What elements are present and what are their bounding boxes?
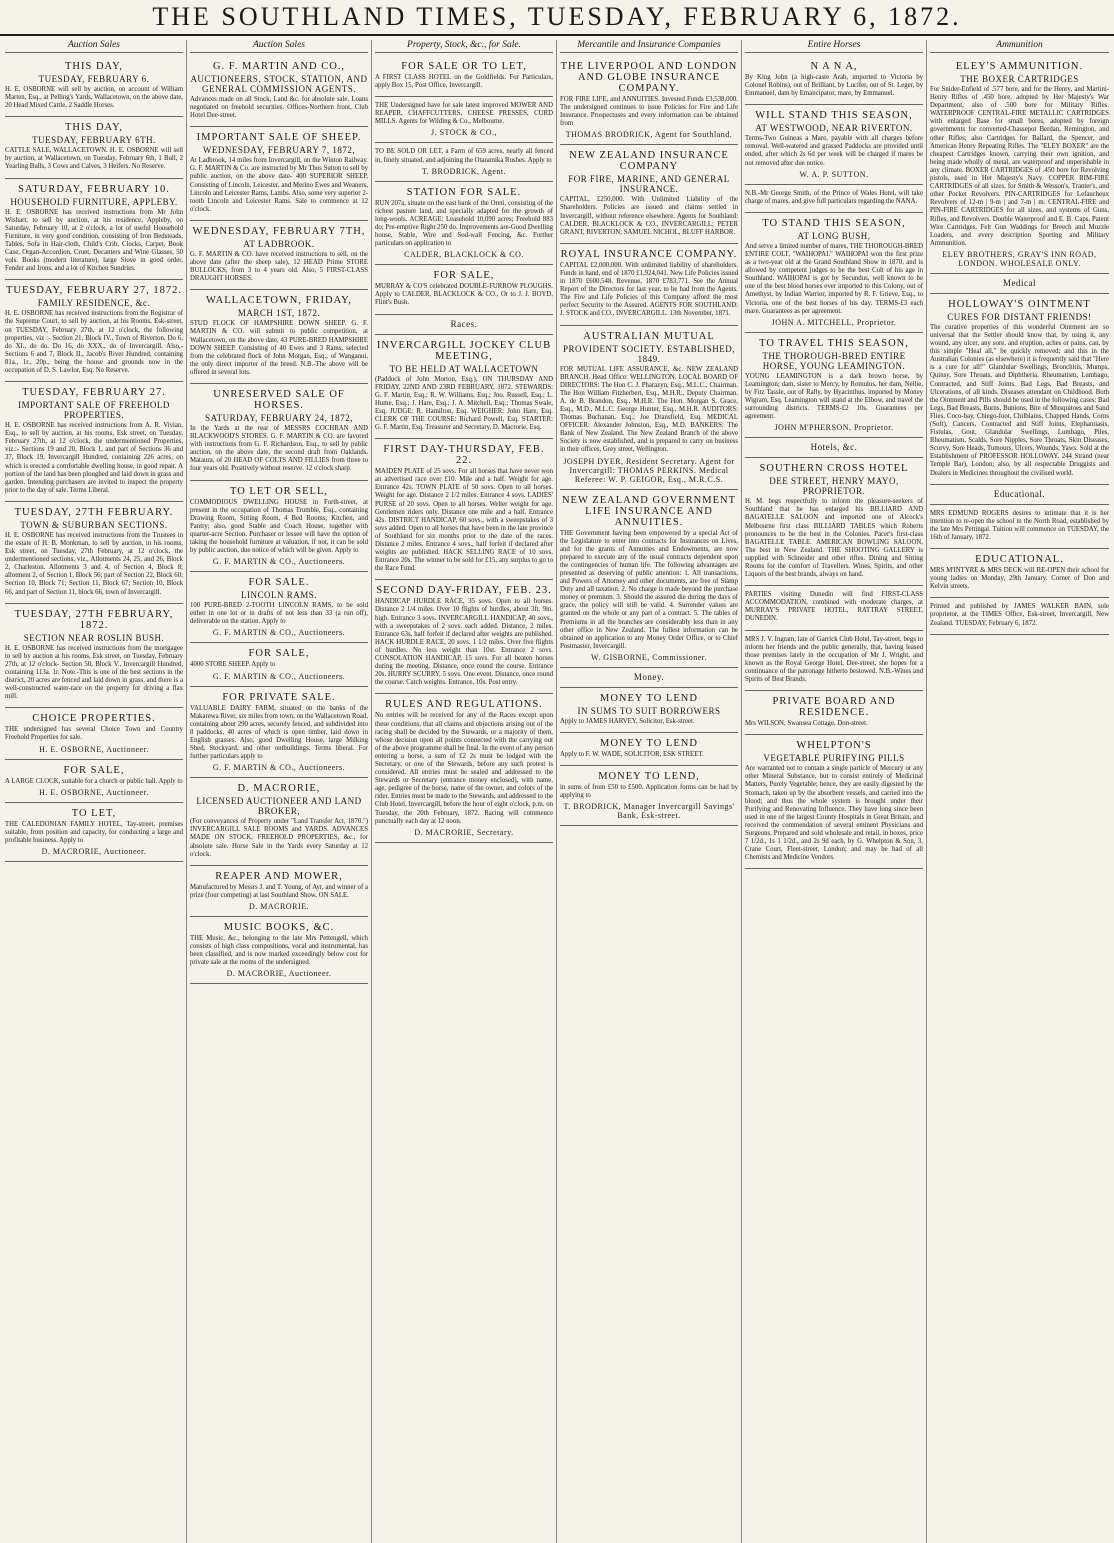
ad-title: WILL STAND THIS SEASON, <box>755 110 913 122</box>
ad-body: RUN 207a, situate on the east bank of the Oreti, consisting of the richest pasture land, and specially adapted for the growth of long-wools. ACREAGE: Leasehold 10,090 acres; Freehold 883 do; Pre-emptive Right 250 do. Improvements are-Good Dwelling house, Stable, Wire and Sod-wall Fencing, &c. Further particulars on application to <box>375 199 553 248</box>
ad-body: Advances made on all Stock, Land &c. for absolute sale. Loans negotiated on freehold securities. Offices-Northern front, Club Hotel Dee-street. <box>190 96 368 120</box>
advertisement <box>560 490 738 668</box>
ad-signature: ELEY BROTHERS, GRAY'S INN ROAD, LONDON. WHOLESALE ONLY. <box>942 249 1097 268</box>
advertisement <box>190 866 368 917</box>
advertisement <box>190 56 368 127</box>
advertisement <box>745 213 923 333</box>
ad-subtitle: DEE STREET, HENRY MAYO, PROPRIETOR. <box>769 476 899 497</box>
ad-body: MRS M'INTYRE & MRS DECK will RE-OPEN their school for young ladies on Monday, 29th January. Corner of Don and Kelvin streets. <box>930 567 1109 591</box>
ad-title: THE LIVERPOOL AND LONDON AND GLOBE INSURANCE COMPANY. <box>560 61 738 94</box>
ad-body: H. M. begs respectfully to inform the pleasure-seekers of Southland that he has enlarged his BILLIARD AND BAGATELLE SALOON and imported one of Alcock's Melbourne first class BILLIARD TABLES which Roberts pronounces to be the best in the Colonies. Pacer's first-class BAGATELLE TABLE. AMERICAN BOWLING SALOON, The best in New Zealand. THE SHOOTING GALLERY is supplied with Schneider and other rifles. Dining and Sitting Rooms for the comfort of Travellers. Wines, Spirits, and other Liquors of the best brands, always on hand. <box>745 498 923 579</box>
ad-title: ELEY'S AMMUNITION. <box>955 61 1084 72</box>
advertisement <box>190 687 368 779</box>
advertisement <box>745 56 923 105</box>
ad-body: At Ladbrook, 14 miles from Invercargill, on the Winton Railway. G. F. MARTIN & Co. are instructed by Mr Thos Sutton to sell by public auction, on the above date- 400 SUPERIOR SHEEP, Consisting of Lincoln, Leicester, and Merino Ewes and Weaners, Lincoln and Leicester Rams, Lambs. Also, some very superior 2-tooth Lincoln and Leicester Rams. Sale to commence at 12 o'clock. <box>190 157 368 213</box>
ad-body: Printed and published by JAMES WALKER BAIN, sole proprietor, at the TIMES Office, Esk-street, Invercargill, New Zealand. TUESDAY, February 6, 1872. <box>930 603 1109 627</box>
ad-signature: T. BRODRICK, Manager Invercargill Savings' Bank, Esk-street. <box>563 802 735 821</box>
advertisement <box>375 143 553 181</box>
ad-body: STUD FLOCK OF HAMPSHIRE DOWN SHEEP. G. F. MARTIN & CO. will submit to public competition, at Wallacetown, on the above date, 43 PURE-BRED HAMPSHIRE DOWN SHEEP. Consisting of 40 Ewes and 3 Rams, selected from the celebrated flock of John Morgan, Esq., of Wanganui, the only direct importer of the breed. N.B.-The above will be offered in several lots. <box>190 320 368 376</box>
ad-body: A FIRST CLASS HOTEL on the Goldfields. For Particulars, apply Box 15, Post Office, Invercargill. <box>375 74 553 90</box>
ad-signature: G. F. MARTIN & CO., Auctioneers. <box>212 628 346 638</box>
ad-body: For Snider-Enfield of .577 bore, and for the Henry, and Martini-Henry Rifles of .450 bore, adopted by Her Majesty's War Department, also of .500 bore for Military Rifles. WATERPROOF CENTRAL-FIRE METALLIC CARTRIDGES with enlarged Base for small bores, adopted by foreign governments for converted-Chassepot Berdan, Remington, and other Rifles; also Cartridges for Ballard, the Spencer, and American Henry Repeating Rifles. The "ELEY BOXER" are the cheapest Cartridges known, carrying their own ignition, and being made wholly of metal, are waterproof and unperishable in any climate. BOXER CARTRIDGES of .450 bore for Revolving pistols, used in Her Majesty's Navy. COPPER RIM-FIRE CARTRIDGES of all sizes, for Smith & Wesson's, Tranter's, and other Pocket Revolvers. PIN-CARTRIDGES for Lefaucheux Revolvers of 12-m | 9-m | and 7-m | m. CENTRAL-FIRE and PIN-FIRE CARTRIDGES for all sizes, and systems of Guns, Rifles, and Revolvers. Double Waterproof and E. B. Caps, Patent Wire Cartridges, Felt Gun Waddings for Breech and Muzzle Loaders, and every description Sporting and Military Ammunition. <box>930 86 1109 247</box>
ad-subtitle: THE THOROUGH-BRED ENTIRE HORSE, YOUNG LEAMINGTON. <box>762 350 906 371</box>
ad-title: TO LET OR SELL, <box>229 485 329 497</box>
ad-body: H. E. OSBORNE has received instructions from the mortgagee to sell by auction at his rooms, Esk street, on Tuesday, February 27th, at 12 o'clock- Section 50, Block V., Invercargill Hundred, containing 113a. 1r. Note.-This is one of the best sections in the district, 20 acres are fenced and laid down in grass, and there is a well-constructed water-race on the property for driving a flax mill. <box>5 644 183 701</box>
advertisement <box>190 221 368 290</box>
ad-subtitle: THE BOXER CARTRIDGES <box>960 74 1079 84</box>
ad-title: REAPER AND MOWER, <box>215 870 343 882</box>
ad-signature: D. MACRORIE. <box>248 901 309 911</box>
ad-body: 4000 STORE SHEEP. Apply to <box>190 661 276 669</box>
ad-title: ROYAL INSURANCE COMPANY. <box>560 248 738 260</box>
ad-title: AUSTRALIAN MUTUAL <box>583 330 715 342</box>
ad-title: RULES AND REGULATIONS. <box>385 699 543 711</box>
column-header: Entire Horses <box>745 40 923 53</box>
ad-subtitle: TO BE HELD AT WALLACETOWN <box>389 363 539 374</box>
ad-subtitle: IN SUMS TO SUIT BORROWERS <box>577 705 721 716</box>
ad-title: MONEY TO LEND <box>600 738 698 750</box>
ad-title: MONEY TO LEND <box>600 692 698 704</box>
ad-title: FOR SALE OR TO LET, <box>401 61 527 72</box>
ad-signature: H. E. OSBORNE, Auctioneer. <box>39 787 149 797</box>
ad-body: THE undersigned has several Choice Town and Country Freehold Properties for sale. <box>5 726 183 742</box>
column-header: Auction Sales <box>190 40 368 53</box>
ad-title: INVERCARGILL JOCKEY CLUB MEETING, <box>376 339 552 362</box>
advertisement <box>745 185 923 213</box>
ad-body: Manufactured by Messrs J. and T. Young, of Ayr, and winner of a prize (four competing) at last Southland Show, ON SALE. <box>190 883 368 899</box>
ad-subtitle: LINCOLN RAMS. <box>240 590 317 601</box>
ad-title: SECOND DAY-FRIDAY, FEB. 23. <box>376 585 552 597</box>
ad-signature: H. E. OSBORNE, Auctioneer. <box>39 744 149 754</box>
advertisement <box>930 294 1109 485</box>
ad-body: FOR MUTUAL LIFE ASSURANCE, &c. NEW ZEALAND BRANCH. Head Office: WELLINGTON. LOCAL BOARD OF DIRECTORS: The Hon C. J. Pharazyn, Esq., M.L.C., Chairman. The Hon William Fitzherbert, Esq., M.H.R., Deputy Chairman. A. de B. Brandon, Esq., M.H.R. The Hon. Morgan S. Grace, Esq., M.D., M.L.C. George Hunter, Esq., M.H.R. AUDITORS: Thomas Buchanan, Esq.; Joe Dransfield, Esq. MEDICAL OFFICER: Alexander Johnston, Esq., M.D. BANKERS: The Bank of New Zealand. The New Zealand Branch of the above Society is now established, and is prepared to carry on business in their offices, Grey street, Wellington. <box>560 365 738 454</box>
advertisement <box>5 382 183 502</box>
ad-body: Apply to JAMES HARVEY, Solicitor, Esk-street. <box>560 717 695 725</box>
advertisement <box>375 694 553 842</box>
ad-subtitle: Hotels, &c. <box>810 442 858 453</box>
ad-body: MURRAY & CO'S celebrated DOUBLE-FURROW PLOUGHS. Apply to CALDER, BLACKLOCK & CO., Or to J. J. BOYD, Flint's Bush. <box>375 283 553 307</box>
ad-title: FIRST DAY-THURSDAY, FEB. 22. <box>383 444 545 467</box>
ad-body: H. E. OSBORNE will sell by auction, on account of William Marten, Esq., at Pelling's Yards, Wallacetown, on the above date, 20 Head Mixed Cattle, 2 Saddle Horses. <box>5 86 183 110</box>
ad-body: MAIDEN PLATE of 25 sovs. For all horses that have never won an advertised race over £10. Mile and a half. Weight for age. Entrance 42s. TOWN PLATE of 50 sovs. Open to all horses. Weight for age. Distance 2 1/2 miles. Entrance 4 sovs. LADIES' PURSE of 20 sovs. Open to all horses. Welter weight for age. Gentlemen riders only. Distance one mile and a half. Entrance 42s. DISTRICT HANDICAP, 60 sovs., with a sweepstakes of 3 sovs added. Open to all horses that have been in the late province of Southland for six months prior to the date of the races. Distance 2 miles. Entrance 4 sovs., half forfeit if declared after weights are published. HACK SELLING RACE of 10 sovs. Entrance 20s. The winner to be sold for £15, any surplus to go to the Race Fund. <box>375 468 553 573</box>
advertisement <box>560 733 738 766</box>
advertisement <box>930 505 1109 549</box>
ad-body: in sums of from £50 to £500. Application forms can be had by applying to <box>560 784 738 800</box>
ad-title: WALLACETOWN, FRIDAY, <box>205 295 353 307</box>
ad-subtitle: AUCTIONEERS, STOCK, STATION, AND GENERAL COMMISSION AGENTS. <box>190 74 368 94</box>
advertisement <box>560 766 738 826</box>
ad-title: TUESDAY, 27TH FEBRUARY. <box>14 506 174 518</box>
ad-title: STATION FOR SALE. <box>406 186 522 198</box>
advertisement <box>190 643 368 686</box>
advertisement <box>745 105 923 184</box>
ad-subtitle: SATURDAY, FEBRUARY 24, 1872, <box>205 412 353 423</box>
ad-subtitle: Medical <box>1003 277 1036 288</box>
ad-signature: G. F. MARTIN & CO., Auctioneers. <box>212 671 346 681</box>
advertisement <box>190 778 368 865</box>
advertisement <box>375 182 553 266</box>
ad-title: HOLLOWAY'S OINTMENT <box>948 298 1091 310</box>
advertisement <box>745 333 923 439</box>
advertisement <box>745 691 923 735</box>
ad-body: In the Yards at the rear of MESSRS COCHRAN AND BLACKWOOD'S STORES. G. F. MARTIN & CO. are favored with instructions from G. F. Richardson, Esq., to sell by public auction, on the above date, the second draft from Oaklands, Mataura, of 20 HEAD OF COLTS AND FILLIES from three to four years old. Positively without reserve. 12 o'clock sharp. <box>190 424 368 473</box>
advertisement <box>375 335 553 440</box>
ad-signature: CALDER, BLACKLOCK & CO. <box>404 250 524 260</box>
ad-title: EDUCATIONAL. <box>975 554 1064 566</box>
ad-title: MONEY TO LEND, <box>598 771 700 783</box>
ad-subtitle: TUESDAY, FEBRUARY 6. <box>38 74 150 84</box>
ad-title: THIS DAY, <box>64 61 123 72</box>
advertisement <box>5 179 183 281</box>
ad-subtitle: CURES FOR DISTANT FRIENDS! <box>947 311 1092 322</box>
ad-title: NEW ZEALAND GOVERNMENT LIFE INSURANCE AND ANNUITIES. <box>561 494 737 528</box>
ad-title: NEW ZEALAND INSURANCE COMPANY <box>569 150 729 173</box>
ad-signature: D. MACRORIE, Secretary. <box>414 827 514 837</box>
ad-subtitle: TUESDAY, FEBRUARY 6TH. <box>32 135 156 146</box>
ad-signature: W. A. P. SUTTON. <box>799 169 869 179</box>
advertisement <box>190 572 368 643</box>
column-3 <box>372 40 557 1543</box>
ad-signature: D. MACRORIE, Auctioneer. <box>226 969 332 979</box>
column-2 <box>187 40 372 1543</box>
advertisement <box>375 97 553 143</box>
ad-body: MRS J. V. Ingram, late of Garrick Club Hotel, Tay-street, begs to inform her friends and the public generally, that, having leased those premises lately in the occupation of Mr J. Wright, and known as the Royal George Hotel, Dee-street, she hopes for a continuance of the patronage hitherto bestowed. N.B.-Wines and Spirits of Best Brands. <box>745 635 923 684</box>
advertisement <box>560 668 738 688</box>
advertisement <box>745 438 923 458</box>
ad-title: FOR SALE, <box>63 764 125 776</box>
advertisement <box>5 117 183 178</box>
ad-body: H. E. OSBORNE has received instructions from Mr John Wishart, to sell by auction, at his residence, Appleby, on Saturday, February 10, at 2 o'clock, a lot of useful Household Furniture, in very good condition, consisting of Iron Bedsteads, Tables, Sofa in Hair-cloth, Child's Crib, Clocks, Carpet, Book Case, Organ-Accordion, Cruet, Decanters and Wine Glasses, 50 vols. Books (modern literature), large Stove in good order, Fender and Irons, and a lot of Kitchen Sundries. <box>5 208 183 273</box>
ad-title: SATURDAY, FEBRUARY 10. <box>18 183 170 195</box>
advertisement <box>5 760 183 803</box>
ad-title: D. MACRORIE, <box>237 783 321 795</box>
ad-title: CHOICE PROPERTIES. <box>32 713 156 725</box>
ad-body: THE Undersigned have for sale latest improved MOWER AND REAPER, CHAFFCUTTERS, CHEESE PRESSES, CURD MILLS. Agents for Wilding & Co., Melbourne. <box>375 102 553 126</box>
ad-subtitle: TOWN & SUBURBAN SECTIONS. <box>20 519 168 530</box>
advertisement <box>745 735 923 869</box>
advertisement <box>190 917 368 984</box>
advertisement <box>930 485 1109 505</box>
ad-signature: G. F. MARTIN & CO., Auctioneers. <box>212 763 346 773</box>
ad-body: MRS EDMUND ROGERS desires to intimate that it is her intention to re-open the school in the North Road, established by the late Mrs Pettingal. Tuition will commence on TUESDAY, the 16th of January, 1872. <box>930 509 1109 541</box>
ad-body: CAPITAL, £250,000. With Unlimited Liability of the Shareholders. Policies are issued and claims settled in Invercargill, without reference elsewhere. Agents for Southland: CALDER, BLACKLOCK & CO., INVERCARGILL; PETER GRANT, RIVERTON; SAMUEL NICHOL, BLUFF HARBOR. <box>560 196 738 236</box>
column-4 <box>557 40 742 1543</box>
ad-body: N.B.-Mr George Smith, of the Prince of Wales Hotel, will take charge of mares, and give full particulars regarding the NANA. <box>745 189 923 205</box>
advertisement <box>560 688 738 733</box>
ad-signature: JOSEPH DYER, Resident Secretary. Agent for Invercargill: THOMAS PERKINS. Medical Referee: W. P. GEIGOR, Esq., M.R.C.S. <box>563 456 735 484</box>
advertisement <box>5 803 183 862</box>
ad-body: H. E. OSBORNE has received instructions from the Registrar of the Supreme Court, to sell by auction, at his Rooms, Esk-street, on TUESDAY, February 27th, at 12 o'clock, the following properties, viz :- Section 21, Block IV., Town of Riverton. Do 6, do XI., do do. Do 16, do XXX., do of Invercargill. Also,- Sections 6 and 7, Block II., Jacob's River Hundred, containing 81a., 1r., 20p., being the house and grounds now in the occupation of D. S. Lawlor, Esq. No Reserve. <box>5 310 183 374</box>
column-1 <box>2 40 187 1543</box>
ad-title: TO STAND THIS SEASON, <box>762 217 906 229</box>
ad-body: Are warranted not to contain a single particle of Mercury or any other Mineral Substance, but to consist entirely of Medicinal Matters, Purely Vegetable; hence, they are easily digested by the Stomach, taken up by the absorbent vessels, and carried into the blood; and thus the whole system is brought under their Purifying and Renovating Influence. They have long since been used in one of the largest County Hospitals in Great Britain, and received the commendation of several eminent Physicians and Surgeons. Prepared and sold wholesale and retail, in boxes, price 7 1/2d., 1s 1 1/2d., and 2s 9d each, by G. Whelpton & Son, 3, Crane Court, Fleet-street, London; and may be had of all Chemists and Medicine Vendors. <box>745 765 923 862</box>
advertisement <box>560 244 738 326</box>
column-header: Property, Stock, &c., for Sale. <box>375 40 553 53</box>
ad-body: The curative properties of this wonderful Ointment are so universal that the Settler should know that, by using it, any wound, any ulcer, any sore, and eruption, aches or pains, can, by this simple "Heal all," be quickly removed; and this in the Australian Colonies (as elsewhere) it is frequently said that "Here is a cure for all!" Glandular Swellings, Bronchitis, Mumps, Quinsy, Sore Throats, and Diphtheria. Rheumatism, Lumbago, Contracted, and Stiff Joints. Bad Legs, Bad Breasts, and Ulcerations, of all kinds. Diseases attendant on Childhood. Both the Ointment and Pills should be used in the following cases: Bad Legs, Bad Breasts, Burns, Bunions, Bite of Musquitoes and Sand Flies, Coco-bay, Chiego-foot, Chilblains, Chapped Hands, Corns (Soft), Cancers, Contracted and Stiff Joints, Elephantiasis, Fistulas, Gout, Glandular Swellings, Lumbago, Piles, Rheumatism, Scalds, Sore Nipples, Sore Throats, Skin Diseases, Scurvy, Sore Heads, Tumours, Ulcers, Wounds, Yaws. Sold at the Establishment of PROFESSOR HOLLOWAY, 244 Strand (near Temple Bar), London; also, by all respectable Druggists and Dealers in Medicines throughout the civilised world. <box>930 323 1109 477</box>
ad-signature: W. GISBORNE, Commissioner. <box>590 652 708 662</box>
ad-body: COMMODIOUS DWELLING HOUSE in Forth-street, at present in the occupation of Thomas Trumble, Esq., containing Drawing Room, Sitting Room, 4 Bed Rooms, Kitchen, and Pantry; also, good Stable and Coach House, together with quarter-acre Section. Purchaser or lessee will have the option of taking the household furniture at valuation, if not, it can be sold by public auction, due notice of which will be given. Apply to <box>190 498 368 555</box>
advertisement <box>5 604 183 709</box>
advertisement <box>930 549 1109 598</box>
advertisement <box>5 708 183 759</box>
advertisement <box>190 290 368 384</box>
ad-signature: THOMAS BRODRICK, Agent for Southland. <box>565 130 733 140</box>
ad-signature: D. MACRORIE, Auctioneer. <box>41 846 147 856</box>
column-6 <box>927 40 1112 1543</box>
advertisement <box>190 481 368 573</box>
ad-body: (For conveyances of Property under "Land Transfer Act, 1870.") INVERCARGILL SALE ROOMS and YARDS. ADVANCES MADE ON STOCK, FREEHOLD PROPERTIES, &c., for absolute sale. Horse Sale in the Yards every Saturday at 12 o'clock. <box>190 818 368 858</box>
ad-body: HANDICAP HURDLE RACE, 35 sovs. Open to all horses. Distance 2 1/4 miles. Over 10 flights of hurdles, about 3ft. 9in. high. Entrance 3 sovs. INVERCARGILL HANDICAP, 40 sovs., with a sweepstakes of 2 sovs. each added. Distance, 2 miles. Entrance 63s, half forfeit if declared after weights are published. HACK HURDLE RACE, 20 sovs. 1 1/2 miles. Over five flights of hurdles. No less weight than 10st. Entrance 2 sovs. CONSOLATION HANDICAP, 15 sovs. For all beaten horses during the meeting. Distance, once round the course. Entrance 20s. HURRY SCURRY, 5 sovs. One event. Distance, once round the course. Catch weights. Entrance, 10s. Post entry. <box>375 598 553 687</box>
advertisement <box>745 586 923 630</box>
ad-body: YOUNG LEAMINGTON is a dark brown horse, by Leamington; dam, sister to Mercy, by Romulus, her dam, Nellie, by Fitz Tassle, out of Rally, by Hyacinthus, imported by Money Wigram, Esq. Leamington will stand at the Elbow, and travel the surrounding districts. TERMS-£2 10s. Guarantees per agreement. <box>745 372 923 421</box>
masthead: THE SOUTHLAND TIMES, TUESDAY, FEBRUARY 6, 1872. <box>0 0 1114 36</box>
advertisement <box>930 56 1109 274</box>
ad-body: Mrs WILSON, Swansea Cottage, Don-street. <box>745 720 868 728</box>
ad-title: PRIVATE BOARD AND RESIDENCE. <box>772 696 896 719</box>
ad-body: By King John (a high-caste Arab, imported to Victoria by Colonel Robins), out of Brilliant, by Lucifer, out of St. Leger, by Emmanuel, dam by Emancipator, mare, by Emmanuel. <box>745 74 923 98</box>
advertisement <box>745 458 923 586</box>
ad-title: G. F. MARTIN AND CO., <box>212 61 346 72</box>
ad-body: H. E. OSBORNE has received instructions from A. R. Vivian, Esq., to sell by auction, at his rooms, Esk street, on Tuesday, February 27th, at 12 o'clock, the undermentioned Properties, viz.:- Sections 19 and 20, Block 1, and part of Sections 36 and 37, Block 19, Invercargill Hundred, containing 226 acres, on which is erected a comfortable dwelling house, in good repair. A portion of the land has been ploughed and laid down in grass and garden. Intending purchasers are invited to inspect the property prior to the day of sale. Terms Liberal. <box>5 422 183 494</box>
advertisement <box>375 265 553 314</box>
ad-title: TUESDAY, FEBRUARY 27, 1872. <box>6 285 182 297</box>
ad-subtitle: FAMILY RESIDENCE, &c. <box>37 298 151 309</box>
advertisement <box>930 274 1109 294</box>
advertisement <box>560 326 738 490</box>
ad-body: FOR FIRE LIFE, and ANNUITIES. Invested Funds £3,538,000. The undersigned continues to issue Policies for Fire and Life Insurance. Prospectuses and every information can be obtained from <box>560 96 738 128</box>
ad-body: A LARGE CLOCK, suitable for a church or public hall. Apply to <box>5 777 183 785</box>
advertisement <box>5 280 183 382</box>
columns <box>2 40 1112 1543</box>
ad-title: WEDNESDAY, FEBRUARY 7TH, <box>192 225 366 237</box>
column-header: Auction Sales <box>5 40 183 53</box>
ad-subtitle: AT WESTWOOD, NEAR RIVERTON. <box>755 123 913 134</box>
ad-signature: JOHN A. MITCHELL, Proprietor. <box>771 317 897 327</box>
ad-subtitle: WEDNESDAY, FEBRUARY 7, 1872, <box>202 145 356 156</box>
ad-title: N A N A, <box>810 61 858 72</box>
ad-signature: T. BRODRICK, Agent. <box>421 166 507 176</box>
ad-subtitle: MARCH 1ST, 1872. <box>237 308 321 319</box>
ad-title: SOUTHERN CROSS HOTEL <box>759 463 909 475</box>
ad-subtitle: AT LONG BUSH, <box>797 230 871 241</box>
ad-body: And serve a limited number of mares, THE THOROUGH-BRED ENTIRE COLT, "WAIHOPAI." WAIHOPAI won the first prize as a two-year old at the Grand Southland Show in 1870, and is allowed by competent judges to be the best Colt of his age in Southland. WAIHOPAI is got by Secundus, well known to be one of the best blood horses ever imported to this Colony, out of Amethyst, by Indian Warrior, imported by R. F. Grieve, Esq., to Victoria, one of the best horses of his day. TERMS-£3 each mare. Guarantees as per agreement. <box>745 242 923 315</box>
ad-title: IMPORTANT SALE OF SHEEP. <box>196 132 362 144</box>
ad-body: (Paddock of John Morton, Esq.), ON THURSDAY AND FRIDAY, 22ND AND 23RD FEBRUARY, 1872. STEWARDS: G. F. Martin, Esq.; R. W. Williams, Esq.; Jno. Russell, Esq.; L. Hume, Esq.; J. Hare, Esq.; J. A. Mitchell, Esq.; Thomas Swale, Esq. JUDGE: R. Hamilton, Esq. WEIGHER: John Hare, Esq. CLERK OF THE COURSE: Richard Powell, Esq. STARTER: G. F. Martin, Esq. Treasurer and Secretary, D. Macrorie, Esq. <box>375 375 553 432</box>
advertisement <box>190 384 368 481</box>
ad-title: FOR PRIVATE SALE. <box>222 691 336 703</box>
ad-body: Terms-Two Guineas a Mare, payable with all charges before removal. Well-watered and grassed Paddocks are provided until ended, after which 2s 6d per week will be charged if mares be not removed after due notice. <box>745 135 923 167</box>
ad-subtitle: AT LADBROOK. <box>243 238 315 249</box>
ad-body: No entries will be received for any of the Races except upon these conditions, that all claims and objections arising out of the racing shall be decided by the Stewards, or a majority of them, whose decision upon all points connected with the carrying out of the above programme shall be final. In the event of any person entering a horse, a sum of £2 2s must be lodged with the Secretary, or one of the Stewards, before any such protest is considered. All entries must be sealed and addressed to the Stewards or Secretary (entrance money enclosed), with name, age, pedigree of the horse, name of the owner, and colors of the rider. Entries must be made to the Stewards, and addressed to the Club Hotel, Invercargill, before the hour of eight o'clock, p.m. on Tuesday, the 20th February, 1872. Racing will commence punctually each day at 12 noon. <box>375 712 553 825</box>
ad-body: CATTLE SALE, WALLACETOWN. H. E. OSBORNE will sell by auction, at Wallacetown, on Tuesday, February 6th, 1 Bull, 2 Yearling Bulls, 3 Cows and Calves, 3 Heifers. No Reserve. <box>5 147 183 171</box>
advertisement <box>5 502 183 604</box>
ad-subtitle: FOR FIRE, MARINE, AND GENERAL INSURANCE. <box>568 174 730 195</box>
ad-title: FOR SALE. <box>248 577 310 589</box>
ad-title: TO TRAVEL THIS SEASON, <box>759 337 909 349</box>
ad-subtitle: IMPORTANT SALE OF FREEHOLD PROPERTIES. <box>18 400 170 421</box>
ad-body: PARTIES visiting Dunedin will find FIRST-CLASS ACCOMMODATION, combined with moderate charges, at MURRAY'S PRIVATE HOTEL, RATTRAY STREET, DUNEDIN. <box>745 591 923 623</box>
ad-body: H. E. OSBORNE has received instructions from the Trustees in the estate of H. B. Monkman, to sell by auction, in his rooms, Esk street, on Tuesday, 27th February, at 12 o'clock, the undermentioned sections, viz., Allotments 24, 25, and 26, Block 2, Charleston. Allotments 3 and 4, of Section 4, Block 8; allotment 2, of Section 1, Block 56; part of Section 22, Block 60; Section 10, Block 71; Section 11, Block 67; Section 10, Block 66, and part of Section 11, block 66, town of Invercargill. <box>5 531 183 596</box>
advertisement <box>190 127 368 221</box>
ad-subtitle: Races. <box>450 318 478 329</box>
ad-subtitle: Educational. <box>993 488 1046 499</box>
ad-body: Apply to F. W. WADE, SOLICITOR, ESK STREET. <box>560 751 704 759</box>
ad-body: CAPITAL £2,000,000. With unlimited liability of shareholders. Funds in hand, end of 1870 £1,924,041. New Life Policies issued in 1870 £600,548. Revenue, 1870 £783,771. See the Annual Report of the Directors for last year, to be had from the Agents. The Fire and Life Policies of this Company afford the most perfect Security to the Assured. AGENTS FOR SOUTHLAND: J. STOCK and CO., INVERCARGILL. 13th November, 1871. <box>560 261 738 318</box>
ad-title: FOR SALE, <box>433 270 495 282</box>
advertisement <box>745 631 923 692</box>
ad-subtitle: SECTION NEAR ROSLIN BUSH. <box>23 632 165 643</box>
column-5 <box>742 40 927 1543</box>
ad-signature: G. F. MARTIN & CO., Auctioneers. <box>212 557 346 567</box>
ad-title: UNRESERVED SALE OF HORSES. <box>213 388 345 411</box>
ad-subtitle: HOUSEHOLD FURNITURE, APPLEBY. <box>10 196 178 207</box>
ad-title: TUESDAY, 27TH FEBRUARY, 1872. <box>14 608 174 631</box>
ad-title: TO LET, <box>71 807 117 819</box>
ad-signature: J. STOCK & CO., <box>430 128 498 138</box>
advertisement <box>930 598 1109 634</box>
ad-title: TUESDAY, FEBRUARY 27. <box>22 387 166 399</box>
ad-subtitle: LICENSED AUCTIONEER AND LAND BROKER, <box>196 796 362 817</box>
ad-title: FOR SALE, <box>248 648 310 660</box>
advertisement <box>375 439 553 580</box>
column-header: Ammunition <box>930 40 1109 53</box>
advertisement <box>375 580 553 694</box>
ad-body: 100 PURE-BRED 2-TOOTH LINCOLN RAMS, to be sold either in one lot or in drafts of not less than 33 (a run off), deliverable on the station. Apply to <box>190 602 368 626</box>
advertisement <box>560 145 738 243</box>
ad-body: THE Music, &c., belonging to the late Mrs Pettengell, which consists of high class compositions, vocal and instrumental, has been classified, and is now marked exceedingly below cost for private sale at the rooms of the undersigned. <box>190 934 368 967</box>
ad-body: THE CALEDONIAN FAMILY HOTEL, Tay-street, premises suitable, from position and capacity, for conducting a large and profitable business. Apply to <box>5 820 183 844</box>
ad-signature: JOHN M'PHERSON, Proprietor. <box>774 423 894 433</box>
ad-title: THIS DAY, <box>64 122 123 134</box>
ad-body: TO BE SOLD OR LET, a Farm of 659 acres, nearly all fenced in, finely situated, and adjoining the Otaramika Rushes. Apply to <box>375 148 553 164</box>
ad-body: VALUABLE DAIRY FARM, situated on the banks of the Makarewa River, six miles from town, on the Wallacetown Road, containing about 290 acres, securely fenced, and subdivided into 8 paddocks, 40 acres of which is open timber, laid down in English grasses. Also, good Dwelling House, large Milking Shed, Stockyard, and other outbuildings. Terms liberal. For further particulars apply to <box>190 704 368 761</box>
advertisement <box>5 56 183 117</box>
advertisement <box>560 56 738 145</box>
advertisement <box>375 56 553 97</box>
ad-subtitle: Money. <box>633 671 665 682</box>
ad-title: MUSIC BOOKS, &C. <box>223 921 335 933</box>
column-header: Mercantile and Insurance Companies <box>560 40 738 53</box>
advertisement <box>375 315 553 335</box>
ad-body: THE Government having been empowered by a special Act of the Legislature to enter into contracts for Insurances on Lives, and for the grants of Annuities and Endowments, are now prepared to execute any of the usual contracts dependent upon the contingencies of human life. The following advantages are presented as deserving of public attention: 1. All transactions, and Powers of Attorney and other documents, are free of Stamp Duty and all taxation. 2. No charge is made beyond the purchase money or premium. 3. Should the assured die during the days of grace, the policy will still be valid. 4. Surrender values are granted on the whole or any part of a contract. 5. The tables of Premiums in all the branches are considerably less than in any other office in New Zealand. The fullest information can be obtained on application to any Money Order Office, or to Chief Postmaster, Invercargill. <box>560 529 738 650</box>
ad-subtitle: PROVIDENT SOCIETY. ESTABLISHED, 1849. <box>563 343 735 364</box>
ad-title: WHELPTON'S <box>796 740 872 752</box>
ad-subtitle: VEGETABLE PURIFYING PILLS <box>763 753 905 764</box>
ad-body: G. F. MARTIN & CO. have received instructions to sell, on the above date (after the sheep sale), 12 HEAD Prime STORE BULLOCKS, from 3 to 4 years old. Also, 5 FIRST-CLASS DRAUGHT HORSES. <box>190 250 368 283</box>
